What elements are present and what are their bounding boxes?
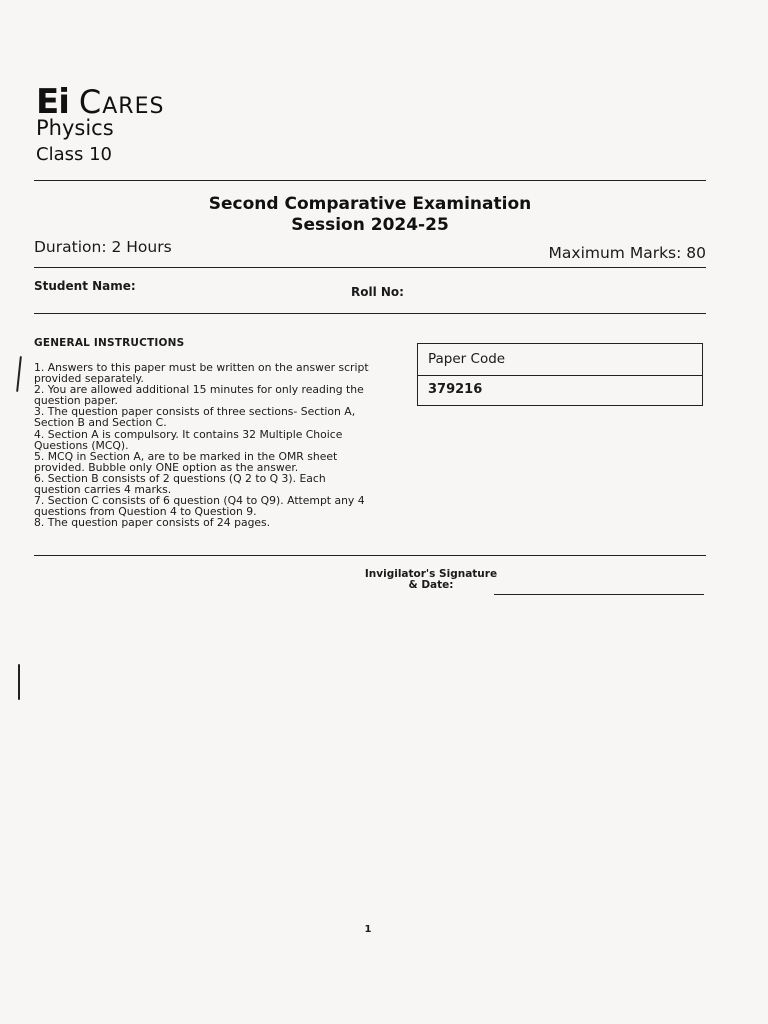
paper-code-label: Paper Code	[428, 351, 506, 367]
instruction-item: 8. The question paper consists of 24 pages.	[34, 516, 271, 530]
paper-code-divider	[418, 375, 702, 376]
student-name-label: Student Name:	[34, 279, 136, 293]
header-divider	[34, 180, 706, 181]
instruction-item: 3. The question paper consists of three sections- Section A, Section B and Section C.	[34, 405, 356, 430]
page-number: 1	[364, 924, 372, 935]
invigilator-signature-label: Invigilator's Signature & Date:	[364, 568, 498, 591]
exam-session: Session 2024-25	[291, 215, 449, 235]
margin-pen-mark	[18, 664, 20, 700]
instructions-heading: GENERAL INSTRUCTIONS	[34, 337, 185, 349]
instruction-item: 1. Answers to this paper must be written on the answer script provided separately.	[34, 361, 369, 386]
instructions-list	[34, 362, 374, 528]
instruction-item: 4. Section A is compulsory. It contains 32 Multiple Choice Questions (MCQ).	[34, 427, 343, 452]
instruction-item: 6. Section B consists of 2 questions (Q 2 to Q 3). Each question carries 4 marks.	[34, 471, 326, 497]
class-label: Class 10	[36, 144, 112, 165]
paper-code-value: 379216	[428, 382, 483, 397]
duration-label: Duration: 2 Hours	[34, 238, 172, 256]
margin-pen-mark	[16, 356, 22, 392]
max-marks-label: Maximum Marks: 80	[548, 244, 706, 262]
logo-cares: Cares	[78, 83, 165, 121]
paper-code-box	[417, 343, 703, 406]
roll-no-label: Roll No:	[351, 285, 404, 299]
subject-title: Physics	[36, 116, 114, 140]
instruction-item: 2. You are allowed additional 15 minutes for only reading the question paper.	[34, 383, 364, 408]
logo-ei: Ei	[36, 82, 69, 122]
student-info-divider	[34, 313, 706, 314]
signature-line	[494, 594, 704, 595]
exam-info-divider	[34, 267, 706, 268]
instructions-divider	[34, 555, 706, 556]
exam-title: Second Comparative Examination	[208, 194, 532, 214]
instruction-item: 5. MCQ in Section A, are to be marked in the OMR sheet provided. Bubble only ONE option as the answer.	[34, 449, 338, 474]
instruction-item: 7. Section C consists of 6 question (Q4 to Q9). Attempt any 4 questions from Question 4 to Question 9.	[34, 494, 365, 519]
